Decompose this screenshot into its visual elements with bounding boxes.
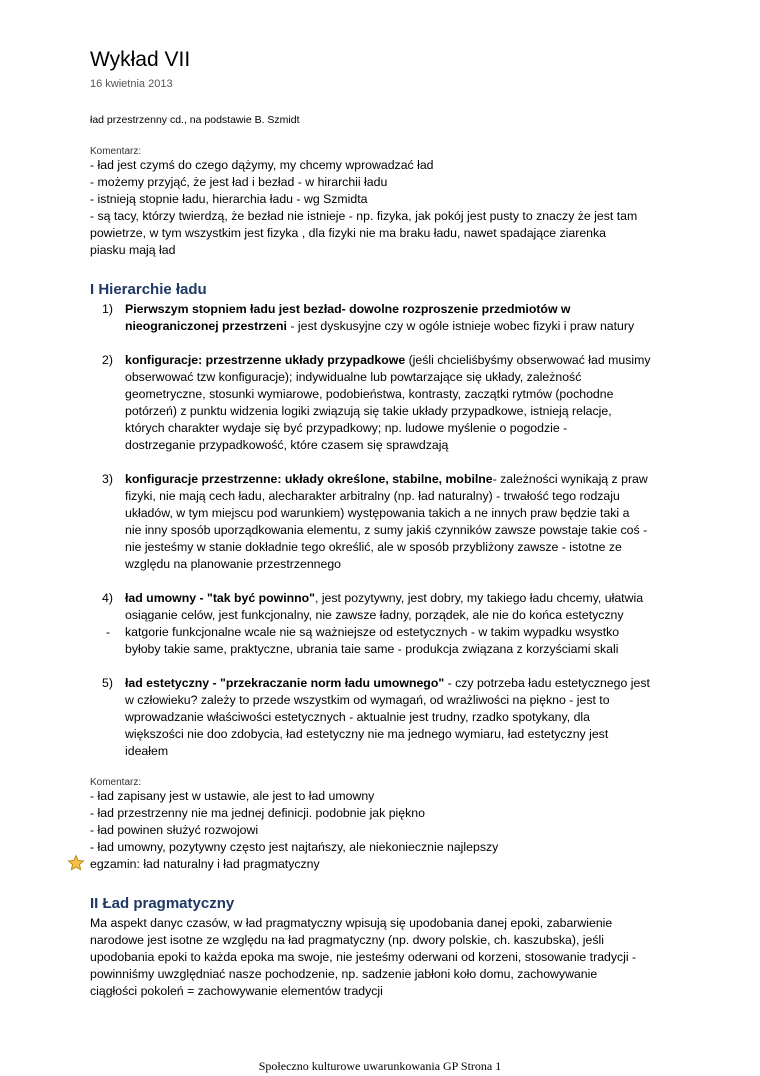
item-number: 4) bbox=[102, 591, 113, 605]
hierarchy-list bbox=[90, 301, 680, 760]
item-line: osiąganie celów, jest funkcjonalny, nie zawsze ładny, porządek, ale nie do końca estetyczny bbox=[125, 608, 624, 622]
item-line: nie inny sposób uporządkowania elementu, z sumy jakiś czynników zawsze powstaje takie coś - bbox=[125, 523, 648, 537]
item-line: obserwować tzw konfiguracje); indywidualne lub powtarzające się układy, zależność bbox=[125, 370, 582, 384]
comment-line: - ład umowny, pozytywny często jest najtańszy, ale niekoniecznie najlepszy bbox=[90, 840, 499, 854]
item-bold-text: nieograniczonej przestrzeni bbox=[125, 319, 287, 333]
comment-line: - ład zapisany jest w ustawie, ale jest to ład umowny bbox=[90, 789, 375, 803]
item-number: 1) bbox=[102, 302, 113, 316]
body-line: Ma aspekt danyc czasów, w ład pragmatyczny wpisują się upodobania danej epoki, zabarwienie bbox=[90, 916, 613, 930]
item-number: 3) bbox=[102, 472, 113, 486]
comment-line: - istnieją stopnie ładu, hierarchia ładu - wg Szmidta bbox=[90, 192, 368, 206]
list-item bbox=[90, 301, 680, 335]
item-line: względu na planowanie przestrzennego bbox=[125, 557, 342, 571]
item-text: - czy potrzeba ładu estetycznego jest bbox=[444, 676, 650, 690]
item-line: geometryczne, stosunki wymiarowe, podobieństwa, kontrasty, zaczątki rytmów (pochodne bbox=[125, 387, 614, 401]
comment-line: - możemy przyjąć, że jest ład i bezład - w hirarchii ładu bbox=[90, 175, 388, 189]
comment-label: Komentarz: bbox=[90, 777, 142, 788]
item-line: fizyki, nie mają cech ładu, alecharakter arbitralny (np. ład naturalny) - trwałość tego rodzaju bbox=[125, 489, 620, 503]
comment-line: - ład przestrzenny nie ma jednej definicji. podobnie jak piękno bbox=[90, 806, 425, 820]
item-line: byłoby takie same, praktyczne, ubrania taie same - produkcja związana z korzyściami skali bbox=[125, 642, 619, 656]
item-line: których charakter wydaje się być przypadkowy; np. ludowe myślenie o pogodzie - bbox=[125, 421, 568, 435]
document-page bbox=[90, 48, 680, 1000]
comment-line: powietrze, w tym wszystkim jest fizyka , dla fizyki nie ma braku ładu, nawet spadające ziarenka bbox=[90, 226, 606, 240]
item-text: - jest dyskusyjne czy w ogóle istnieje wobec fizyki i praw natury bbox=[286, 319, 635, 333]
star-icon bbox=[67, 854, 85, 872]
list-item bbox=[90, 352, 680, 454]
section-heading-hierarchie: I Hierarchie ładu bbox=[90, 281, 207, 298]
item-line: większości nie doo zdobycia, ład estetyczny nie ma jednego wymiaru, ład estetyczny jest bbox=[125, 727, 609, 741]
item-line: wprowadzanie właściwości estetycznych - aktualnie jest trudny, rzadko spotykany, dla bbox=[125, 710, 590, 724]
item-line: katgorie funkcjonalne wcale nie są ważniejsze od estetycznych - w takim wypadku wsystko bbox=[125, 625, 620, 639]
comment-line: piasku mają ład bbox=[90, 243, 176, 257]
sub-dash: - bbox=[106, 625, 111, 639]
comment-line: - są tacy, którzy twierdzą, że bezład nie istnieje - np. fizyka, jak pokój jest pusty to znaczy że jest tam bbox=[90, 209, 638, 223]
item-line: układów, w tym miejscu pod warunkiem) występowania takich a ne innych praw będzie taki a bbox=[125, 506, 630, 520]
comment-line: - ład powinen służyć rozwojowi bbox=[90, 823, 259, 837]
body-line: powinniśmy uwzględniać nasze pochodzenie, np. sadzenie jabłoni koło domu, zachowywanie bbox=[90, 967, 598, 981]
item-bold-text: ład estetyczny - "przekraczanie norm ładu umownego" bbox=[125, 676, 445, 690]
item-number: 2) bbox=[102, 353, 113, 367]
section-heading-pragmatyczny: II Ład pragmatyczny bbox=[90, 895, 235, 912]
comment-lines bbox=[90, 157, 680, 259]
page-subtitle: ład przestrzenny cd., na podstawie B. Szmidt bbox=[90, 114, 300, 126]
section-body bbox=[90, 915, 680, 1000]
item-bold-text: ład umowny - "tak być powinno" bbox=[125, 591, 315, 605]
item-line: dostrzeganie przypadkowość, które czasem się sprawdzają bbox=[125, 438, 449, 452]
item-line: nie jesteśmy w stanie dokładnie tego określić, ale w sposób przybliżony zawsze - istotne ze bbox=[125, 540, 622, 554]
item-bold-text: konfiguracje przestrzenne: układy określone, stabilne, mobilne bbox=[125, 472, 493, 486]
body-line: narodowe jest isotne ze względu na ład pragmatyczny (np. dwory polskie, ch. kaszubska), jeśli bbox=[90, 933, 604, 947]
page-footer: Społeczno kulturowe uwarunkowania GP Strona 1 bbox=[258, 1059, 502, 1073]
item-text: (jeśli chcieliśbyśmy obserwować ład musimy bbox=[405, 353, 651, 367]
sub-bullet bbox=[90, 624, 680, 658]
comment-line: - ład jest czymś do czego dążymy, my chcemy wprowadzać ład bbox=[90, 158, 434, 172]
comment-lines bbox=[90, 788, 680, 873]
item-bold-text: konfiguracje: przestrzenne układy przypadkowe bbox=[125, 353, 406, 367]
item-number: 5) bbox=[102, 676, 113, 690]
item-line: potórzeń) z punktu widzenia logiki związują się takie układy przypadkowe, istnieją relacje, bbox=[125, 404, 612, 418]
item-text: , jest pozytywny, jest dobry, my takiego ładu chcemy, ułatwia bbox=[314, 591, 644, 605]
body-line: upodobania epoki to każda epoka ma swoje, nie jesteśmy oderwani od korzeni, stosowanie tradycji - bbox=[90, 950, 637, 964]
exam-note bbox=[90, 856, 680, 873]
list-item bbox=[90, 590, 680, 658]
comment-label: Komentarz: bbox=[90, 146, 142, 157]
list-item bbox=[90, 675, 680, 760]
item-line: ideałem bbox=[125, 744, 169, 758]
item-bold-text: Pierwszym stopniem ładu jest bezład- dowolne rozproszenie przedmiotów w bbox=[125, 302, 571, 316]
page-title: Wykład VII bbox=[90, 48, 191, 71]
item-line: w człowieku? zależy to przede wszystkim od wymagań, od wrażliwości na piękno - jest to bbox=[125, 693, 610, 707]
exam-note-text: egzamin: ład naturalny i ład pragmatyczny bbox=[90, 857, 320, 871]
page-date: 16 kwietnia 2013 bbox=[90, 78, 173, 90]
body-line: ciągłości pokoleń = zachowywanie elementów tradycji bbox=[90, 984, 383, 998]
item-text: - zależności wynikają z praw bbox=[492, 472, 648, 486]
list-item bbox=[90, 471, 680, 573]
